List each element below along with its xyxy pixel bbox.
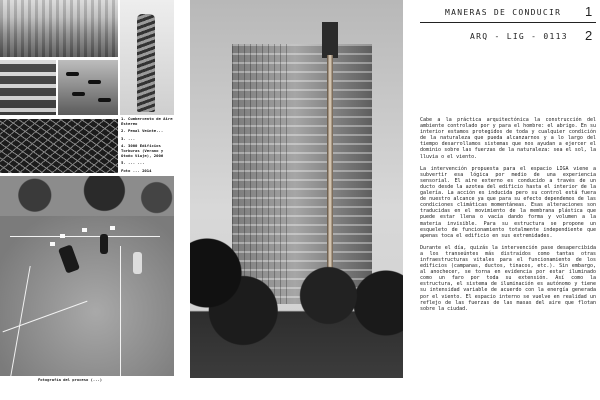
- section-number: 2: [585, 28, 593, 43]
- balcony-building-photo: [0, 60, 56, 115]
- caption-6: Foto ... 2014: [121, 167, 152, 173]
- caption-3: 3. ...: [121, 135, 136, 141]
- caption-4: 4. 3000 Edificios Torburas (Verano y Otoño Viaje), 2006: [121, 142, 164, 159]
- title-divider: [420, 22, 596, 23]
- image-captions: [121, 116, 177, 175]
- paragraph-1: Cabe a la práctica arquitectónica la construcción del ambiente controlado por y para el hombre: el abrigo. En su interior estamos protegidos de toda y cualquier condición de la naturaleza que pueda alcanzarnos y a lo largo del tiempo desarrollamos sistemas que nos ayudan a ejercer el dominio sobre las fuerzas de la naturaleza: sea el sol, la lluvia o el viento.: [420, 117, 596, 160]
- caption-1: 1. Cumbercento de Aire Estereo: [121, 116, 173, 127]
- paragraph-3: Durante el día, quizás la intervención pase desapercibida a los transeúntes más distraídos como tantas otras infraestructuras vitales para el funcionamiento de los edificios (campanas, ductos, tinacos, etc.). Sin embargo, al anochecer, se torna en evidencia por estar iluminado como un faro por toda su extensión. Así como la estructura, el sistema de iluminación es autónomo y tiene su intensidad variable de acuerdo con la energía generada por el viento. El espacio interno se vuelve en realidad un reflejo de las fuerzas de las masas del aire que flotan sobre la ciudad.: [420, 244, 596, 312]
- page-title: MANERAS DE CONDUCIR: [445, 8, 562, 17]
- body-text: [420, 117, 596, 318]
- city-map-photo: [0, 119, 118, 173]
- photo-caption: Fotografía del proceso (...): [38, 377, 103, 382]
- city-skyline-photo: [0, 0, 118, 57]
- caption-5: 5. ... ...: [121, 160, 145, 166]
- building-photo: [190, 0, 403, 378]
- floating-lamps-photo: [58, 60, 118, 115]
- twisted-tower-photo: [120, 0, 174, 115]
- page-number: 1: [585, 4, 593, 19]
- courtyard-photo: [0, 176, 174, 376]
- project-code: ARQ - LIG - 0113: [470, 32, 568, 41]
- paragraph-2: La intervención propuesta para el espacio LIGA viene a subvertir esa lógica por medio de una experiencia sensorial. El aire externo es conducido a través de un ducto desde la azotea del edificio hasta el interior de la galería. La acción es inducida pero su control está fuera de nuestro alcance ya que para su efecto dependemos de las condiciones climáticas momentáneas. Esas alteraciones son traducidas en el movimiento de la membrana plástica que puede estar llena o vacía dando forma y volumen a la materia invisible. Para su estructura se propone un esqueleto de funcionamiento totalmente independiente que apenas toca el edificio en sus extremidades.: [420, 165, 596, 239]
- caption-2: 2. Penal Veinte...: [121, 128, 164, 134]
